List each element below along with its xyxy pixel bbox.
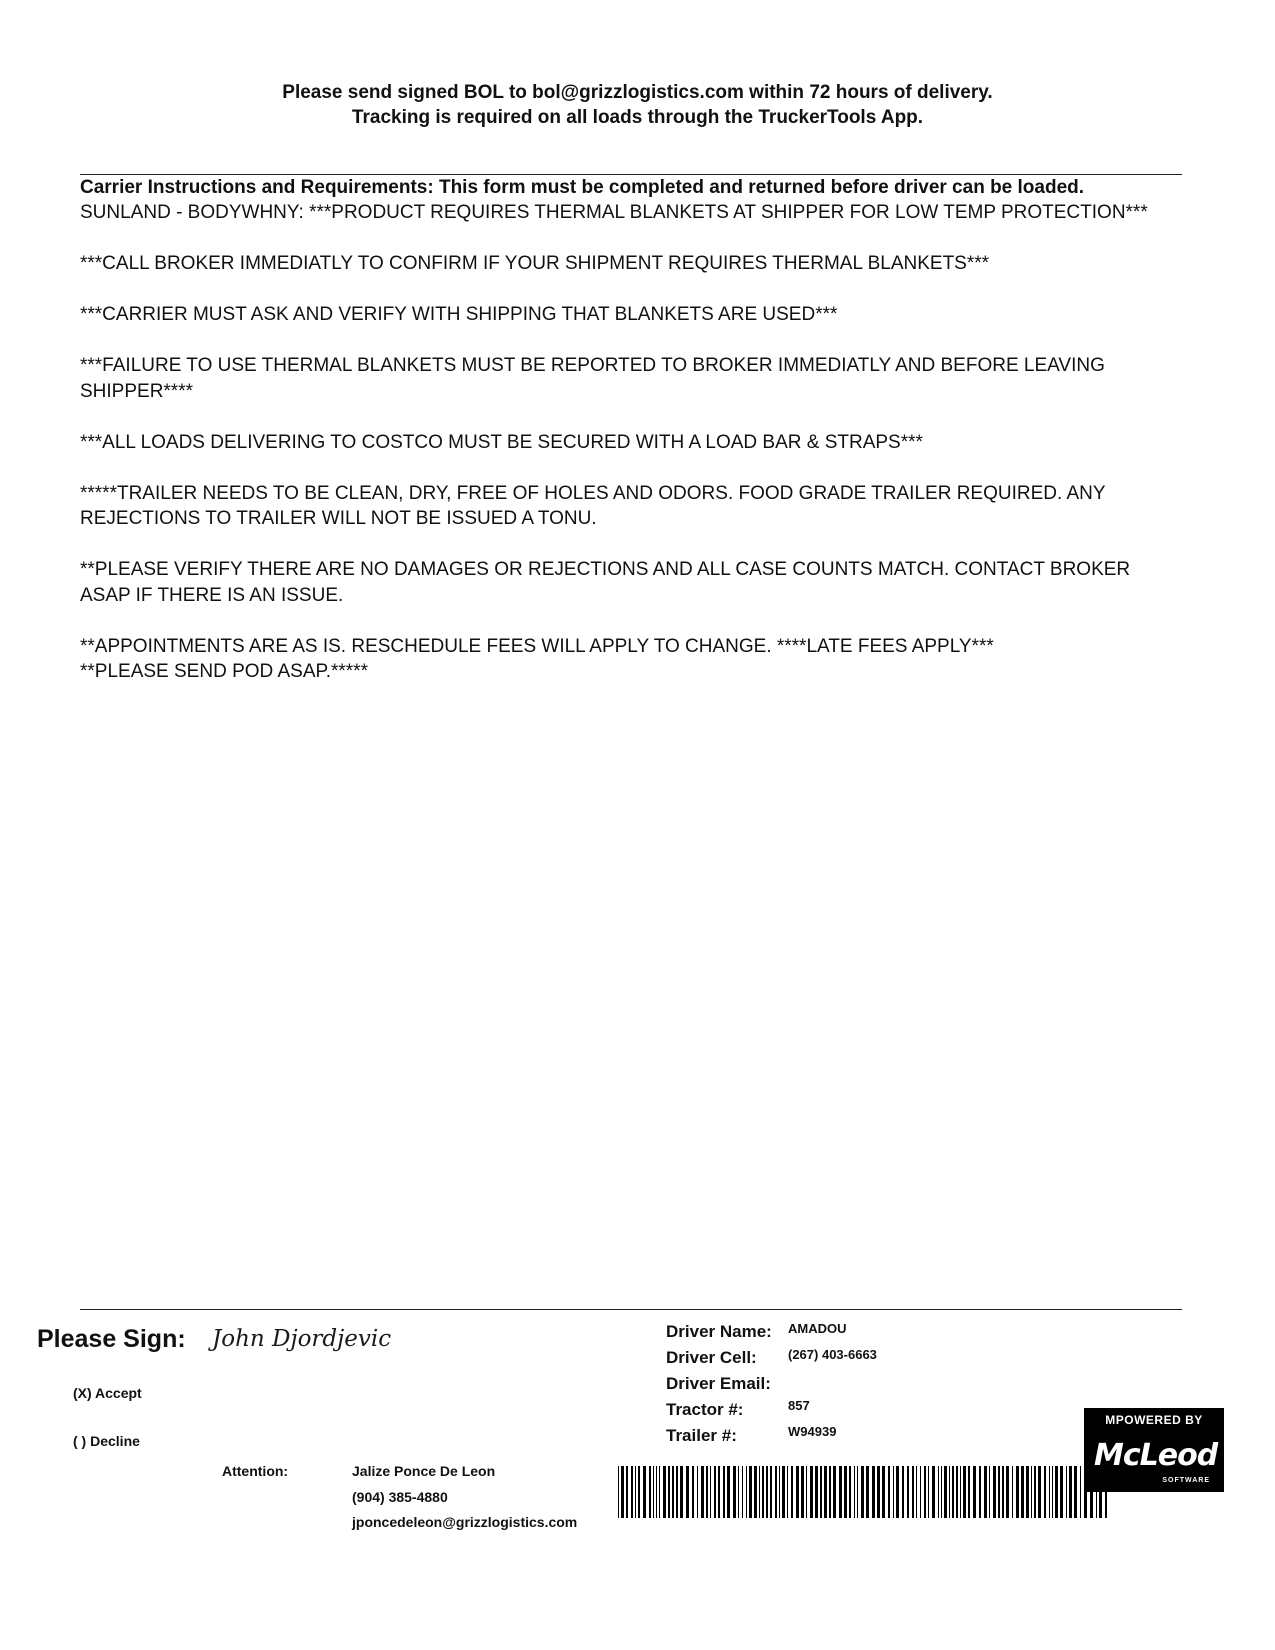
barcode-bar (888, 1466, 890, 1518)
barcode-bar (697, 1466, 698, 1518)
barcode-bar (1080, 1466, 1081, 1518)
instruction-paragraph: ***ALL LOADS DELIVERING TO COSTCO MUST BE SECURED WITH A LOAD BAR & STRAPS*** (80, 431, 923, 453)
barcode-bar (806, 1466, 807, 1518)
barcode-bar (1026, 1466, 1029, 1518)
barcode-bar (854, 1466, 855, 1518)
barcode-bar (1049, 1466, 1050, 1518)
barcode-bar (844, 1466, 847, 1518)
driver-name-label: Driver Name: (666, 1322, 772, 1341)
logo-software: SOFTWARE (1162, 1477, 1210, 1484)
signature[interactable]: John Djordjevic (212, 1326, 392, 1352)
barcode-bar (839, 1466, 842, 1518)
barcode-bar (952, 1466, 954, 1518)
instruction-paragraph: **PLEASE VERIFY THERE ARE NO DAMAGES OR REJECTIONS AND ALL CASE COUNTS MATCH. CONTACT BROKER ASAP IF THERE IS AN ISSUE. (80, 559, 1131, 606)
barcode-bar (829, 1466, 831, 1518)
trailer-label: Trailer #: (666, 1426, 737, 1445)
barcode-bar (1012, 1466, 1013, 1518)
barcode-bar (932, 1466, 935, 1518)
barcode-bar (643, 1466, 646, 1518)
barcode-bar (824, 1466, 827, 1518)
instruction-paragraph: ***CALL BROKER IMMEDIATLY TO CONFIRM IF YOUR SHIPMENT REQUIRES THERMAL BLANKETS*** (80, 253, 990, 274)
instruction-pod: **PLEASE SEND POD ASAP.***** (80, 661, 368, 682)
header-line-2: Tracking is required on all loads through the TruckerTools App. (351, 107, 924, 128)
barcode-bar (949, 1466, 950, 1518)
logo-powered-by: MPOWERED BY (1105, 1413, 1203, 1427)
barcode-bar (1021, 1466, 1024, 1518)
barcode-bar (779, 1466, 780, 1518)
barcode-bar (1002, 1466, 1004, 1518)
barcode-bar (706, 1466, 708, 1518)
barcode-bar (749, 1466, 752, 1518)
barcode-bar (733, 1466, 736, 1518)
barcode-bar (727, 1466, 730, 1518)
barcode-bar (635, 1466, 636, 1518)
attention-phone: (904) 385-4880 (352, 1489, 448, 1505)
barcode-bar (833, 1466, 836, 1518)
barcode-bar (893, 1466, 894, 1518)
barcode-bar (979, 1466, 981, 1518)
barcode-bar (649, 1466, 651, 1518)
barcode-bar (718, 1466, 720, 1518)
barcode-bar (956, 1466, 958, 1518)
barcode-bar (1031, 1466, 1032, 1518)
driver-email-label: Driver Email: (666, 1374, 771, 1393)
barcode-bar (1052, 1466, 1053, 1518)
barcode-bar (924, 1466, 926, 1518)
barcode-bar (1074, 1466, 1077, 1518)
barcode-bar (796, 1466, 799, 1518)
barcode-bar (738, 1466, 739, 1518)
decline-option[interactable]: ( ) Decline (73, 1433, 140, 1449)
barcode-bar (902, 1466, 904, 1518)
barcode-bar (968, 1466, 970, 1518)
attention-label: Attention: (222, 1463, 289, 1479)
barcode-bar (759, 1466, 760, 1518)
barcode-bar (989, 1466, 990, 1518)
barcode-bar (762, 1466, 764, 1518)
barcode-bar (631, 1466, 633, 1518)
barcode-bar (907, 1466, 909, 1518)
barcode-bar (872, 1466, 875, 1518)
barcode-bar (742, 1466, 743, 1518)
barcode-bar (815, 1466, 818, 1518)
instruction-paragraph: ***FAILURE TO USE THERMAL BLANKETS MUST BE REPORTED TO BROKER IMMEDIATLY AND BEFORE LEAVING SHIPPER**** (80, 355, 1105, 402)
barcode-bar (672, 1466, 674, 1518)
barcode-bar (692, 1466, 694, 1518)
barcode-bar (686, 1466, 689, 1518)
barcode-bar (659, 1466, 660, 1518)
mcleod-logo (1084, 1408, 1224, 1492)
barcode-bar (714, 1466, 716, 1518)
barcode-bar (791, 1466, 793, 1518)
barcode-bar (1034, 1466, 1036, 1518)
barcode-bar (1060, 1466, 1063, 1518)
barcode-bar (866, 1466, 869, 1518)
barcode-bar (882, 1466, 885, 1518)
barcode-bar (656, 1466, 657, 1518)
barcode-bar (920, 1466, 921, 1518)
tractor-label: Tractor #: (666, 1400, 744, 1419)
barcode-bar (676, 1466, 678, 1518)
barcode-bar (912, 1466, 914, 1518)
barcode-bar (963, 1466, 966, 1518)
tractor-value: 857 (788, 1398, 810, 1413)
top-divider (80, 174, 1182, 175)
please-sign-label: Please Sign: (37, 1325, 186, 1353)
barcode-bar (849, 1466, 851, 1518)
barcode-bar (638, 1466, 640, 1518)
barcode-bar (618, 1466, 619, 1518)
barcode-bar (1069, 1466, 1072, 1518)
driver-cell-value: (267) 403-6663 (788, 1347, 877, 1362)
barcode-bar (701, 1466, 704, 1518)
barcode-bar (787, 1466, 788, 1518)
barcode-bar (810, 1466, 813, 1518)
barcode-bar (944, 1466, 947, 1518)
barcode-bar (896, 1466, 899, 1518)
trailer-value: W94939 (788, 1424, 837, 1439)
instructions-body (80, 200, 1160, 685)
barcode-bar (916, 1466, 917, 1518)
barcode-bar (984, 1466, 987, 1518)
barcode-bar (723, 1466, 725, 1518)
accept-option[interactable]: (X) Accept (73, 1385, 142, 1401)
barcode-bar (653, 1466, 654, 1518)
barcode-bar (973, 1466, 976, 1518)
barcode-bar (1055, 1466, 1058, 1518)
instruction-paragraph: SUNLAND - BODYWHNY: ***PRODUCT REQUIRES THERMAL BLANKETS AT SHIPPER FOR LOW TEMP PROTECTION*** (80, 202, 1148, 223)
logo-brand: McLeod (1094, 1438, 1218, 1473)
instruction-paragraph: ***CARRIER MUST ASK AND VERIFY WITH SHIPPING THAT BLANKETS ARE USED*** (80, 304, 838, 325)
barcode-bar (1006, 1466, 1009, 1518)
instruction-paragraph: *****TRAILER NEEDS TO BE CLEAN, DRY, FREE OF HOLES AND ODORS. FOOD GRADE TRAILER REQUIRED. ANY REJECTIONS TO TRAILER WILL NOT BE ISSUED A TONU. (80, 482, 1106, 529)
barcode-bar (680, 1466, 683, 1518)
instruction-appointments: **APPOINTMENTS ARE AS IS. RESCHEDULE FEES WILL APPLY TO CHANGE. ****LATE FEES APPLY*** (80, 635, 994, 657)
barcode-bar (861, 1466, 864, 1518)
barcode-bar (746, 1466, 747, 1518)
barcode-bar (710, 1466, 711, 1518)
barcode-bar (621, 1466, 624, 1518)
barcode-bar (626, 1466, 628, 1518)
barcode-bar (663, 1466, 666, 1518)
barcode-bar (960, 1466, 961, 1518)
header-line-1: Please send signed BOL to bol@grizzlogistics.com within 72 hours of delivery. (282, 82, 993, 103)
barcode-bar (928, 1466, 929, 1518)
attention-name: Jalize Ponce De Leon (352, 1463, 496, 1479)
barcode-bar (820, 1466, 822, 1518)
barcode-bar (1066, 1466, 1067, 1518)
barcode-bar (775, 1466, 777, 1518)
barcode-bar (857, 1466, 858, 1518)
barcode-bar (766, 1466, 768, 1518)
barcode-bar (998, 1466, 1000, 1518)
barcode-bar (938, 1466, 939, 1518)
instructions-title: Carrier Instructions and Requirements: This form must be completed and returned before driver can be loaded. (80, 177, 1085, 198)
barcode-bar (941, 1466, 942, 1518)
barcode-bar (1044, 1466, 1046, 1518)
attention-email: jponcedeleon@grizzlogistics.com (352, 1514, 578, 1530)
barcode-bar (801, 1466, 804, 1518)
barcode-bar (1038, 1466, 1041, 1518)
barcode-bar (1016, 1466, 1019, 1518)
barcode-bar (993, 1466, 996, 1518)
barcode-bar (782, 1466, 785, 1518)
bottom-divider (80, 1309, 1182, 1310)
barcode-bar (770, 1466, 772, 1518)
driver-name-value: AMADOU (788, 1321, 847, 1336)
barcode (618, 1466, 1108, 1518)
driver-cell-label: Driver Cell: (666, 1348, 757, 1367)
barcode-bar (754, 1466, 757, 1518)
barcode-bar (668, 1466, 670, 1518)
barcode-bar (877, 1466, 880, 1518)
